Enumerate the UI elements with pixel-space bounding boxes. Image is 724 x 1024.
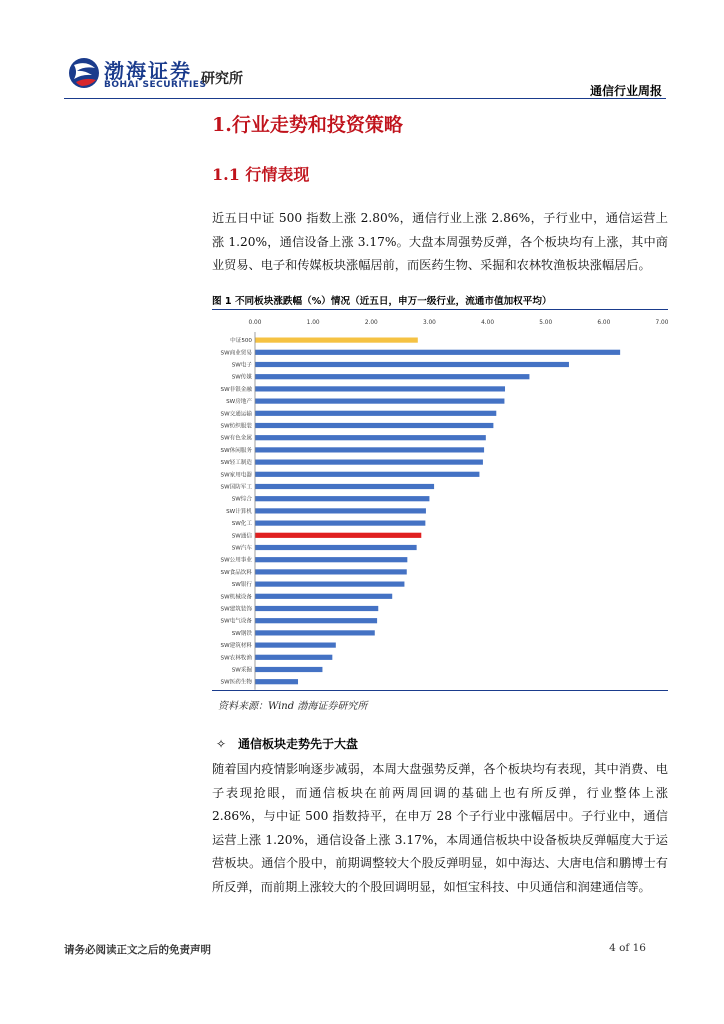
bar-SW公用事业 <box>255 557 407 562</box>
category-label: SW计算机 <box>226 508 252 515</box>
category-label: SW公用事业 <box>220 557 252 564</box>
institute-label: 研究所 <box>201 71 243 87</box>
x-tick-label: 0.00 <box>248 320 262 326</box>
header-divider <box>64 98 666 99</box>
bohai-logo-icon <box>68 56 100 90</box>
x-tick-label: 2.00 <box>364 320 378 326</box>
category-label: SW化工 <box>231 521 252 528</box>
bar-SW建筑材料 <box>255 643 336 648</box>
intro-paragraph: 近五日中证 500 指数上涨 2.80%，通信行业上涨 2.86%，子行业中，通信运营上涨 1.20%，通信设备上涨 3.17%。大盘本周强势反弹，各个板块均有上涨，其中商业贸易、电子和传媒板块涨幅居前，而医药生物、采掘和农林牧渔板块涨幅居后。 <box>212 211 668 272</box>
subsection-heading: 通信板块走势先于大盘 <box>238 737 359 751</box>
subsection-heading-row <box>216 735 358 752</box>
category-label: SW采掘 <box>231 667 252 674</box>
category-label: SW家用电器 <box>220 472 252 479</box>
subsection-paragraph: 随着国内疫情影响逐步减弱，本周大盘强势反弹，各个板块均有表现，其中消费、电子表现抢眼，而通信板块在前两周回调的基础上也有所反弹，行业整体上涨 2.86%，与中证 500 指数持平，在申万 28 个子行业中涨幅居中。子行业中，通信运营上涨 1.20%，通信设备上涨 3.17%，本周通信板块中设备板块反弹幅度大于运营板块。通信个股中，前期调整较大个股反弹明显，如中海达、大唐电信和鹏博士有所反弹，而前期上涨较大的个股回调明显，如恒宝科技、中贝通信和润建通信等。 <box>212 762 668 894</box>
x-tick-label: 7.00 <box>655 320 668 326</box>
bar-SW通信 <box>255 533 421 538</box>
bar-SW交通运输 <box>255 411 496 416</box>
x-axis-ticks <box>249 320 668 326</box>
category-label: SW休闲服务 <box>220 447 252 454</box>
category-label: SW通信 <box>231 533 252 540</box>
bar-SW轻工制造 <box>255 460 483 465</box>
category-label: SW非银金融 <box>220 386 252 393</box>
bar-SW休闲服务 <box>255 447 484 452</box>
category-label: SW钢铁 <box>231 630 252 637</box>
page-header <box>0 0 724 100</box>
category-label: SW轻工制造 <box>220 460 252 467</box>
bar-SW综合 <box>255 496 429 501</box>
brand-name-en: BOHAI SECURITIES <box>104 80 207 90</box>
bar-SW电气设备 <box>255 618 377 623</box>
x-tick-label: 6.00 <box>597 320 611 326</box>
diamond-bullet-icon: ✧ <box>216 737 227 751</box>
bar-SW汽车 <box>255 545 417 550</box>
category-label: SW传媒 <box>231 374 252 381</box>
bar-SW国防军工 <box>255 484 434 489</box>
category-label: SW商业贸易 <box>220 350 252 357</box>
category-label: 中证500 <box>230 338 252 345</box>
bar-SW家用电器 <box>255 472 479 477</box>
category-label: SW汽车 <box>231 545 252 552</box>
footer-disclaimer: 请务必阅读正文之后的免责声明 <box>64 944 211 956</box>
category-label: SW食品饮料 <box>220 569 252 576</box>
figure-caption: 图 1 不同板块涨跌幅（%）情况（近五日，申万一级行业，流通市值加权平均） <box>212 296 552 307</box>
category-label: SW交通运输 <box>220 411 252 418</box>
chart-bars <box>255 338 620 685</box>
figure-bottom-rule <box>212 690 668 691</box>
y-axis-labels <box>221 336 253 686</box>
section-title: 1.行业走势和投资策略 <box>212 114 403 136</box>
page-number: 4 of 16 <box>609 942 646 954</box>
category-label: SW国防军工 <box>220 484 252 491</box>
bar-SW非银金融 <box>255 386 505 391</box>
figure-top-rule <box>212 309 668 310</box>
category-label: SW综合 <box>231 496 252 503</box>
bar-SW传媒 <box>255 374 529 379</box>
brand-name-cn: 渤海证券 <box>104 59 192 83</box>
category-label: SW医药生物 <box>220 679 252 686</box>
bar-SW银行 <box>255 582 404 587</box>
x-tick-label: 3.00 <box>422 320 436 326</box>
bar-SW采掘 <box>255 667 322 672</box>
category-label: SW电子 <box>231 362 252 369</box>
category-label: SW银行 <box>231 582 252 589</box>
x-tick-label: 4.00 <box>481 320 495 326</box>
figure-source: 资料来源：Wind 渤海证券研究所 <box>218 701 368 712</box>
bar-SW纺织服装 <box>255 423 493 428</box>
category-label: SW电气设备 <box>220 618 252 625</box>
category-label: SW机械设备 <box>220 594 252 601</box>
category-label: SW建筑材料 <box>220 643 252 650</box>
x-tick-label: 5.00 <box>539 320 553 326</box>
section-subtitle: 1.1 行情表现 <box>212 165 310 184</box>
bar-SW钢铁 <box>255 630 375 635</box>
category-label: SW纺织服装 <box>220 423 252 430</box>
bar-SW电子 <box>255 362 569 367</box>
bar-SW计算机 <box>255 508 426 513</box>
category-label: SW房地产 <box>226 399 252 406</box>
bar-SW化工 <box>255 521 425 526</box>
report-type-label: 通信行业周报 <box>589 84 662 98</box>
bar-SW商业贸易 <box>255 350 620 355</box>
sector-returns-bar-chart <box>212 312 668 690</box>
bar-SW有色金属 <box>255 435 486 440</box>
category-label: SW有色金属 <box>220 435 252 442</box>
bar-SW食品饮料 <box>255 569 407 574</box>
bar-中证500 <box>255 338 418 343</box>
category-label: SW农林牧渔 <box>220 655 252 662</box>
bar-SW建筑装饰 <box>255 606 378 611</box>
bar-SW房地产 <box>255 399 504 404</box>
category-label: SW建筑装饰 <box>220 606 252 613</box>
bar-SW医药生物 <box>255 679 298 684</box>
x-tick-label: 1.00 <box>306 320 320 326</box>
bar-SW农林牧渔 <box>255 655 332 660</box>
bar-SW机械设备 <box>255 594 392 599</box>
